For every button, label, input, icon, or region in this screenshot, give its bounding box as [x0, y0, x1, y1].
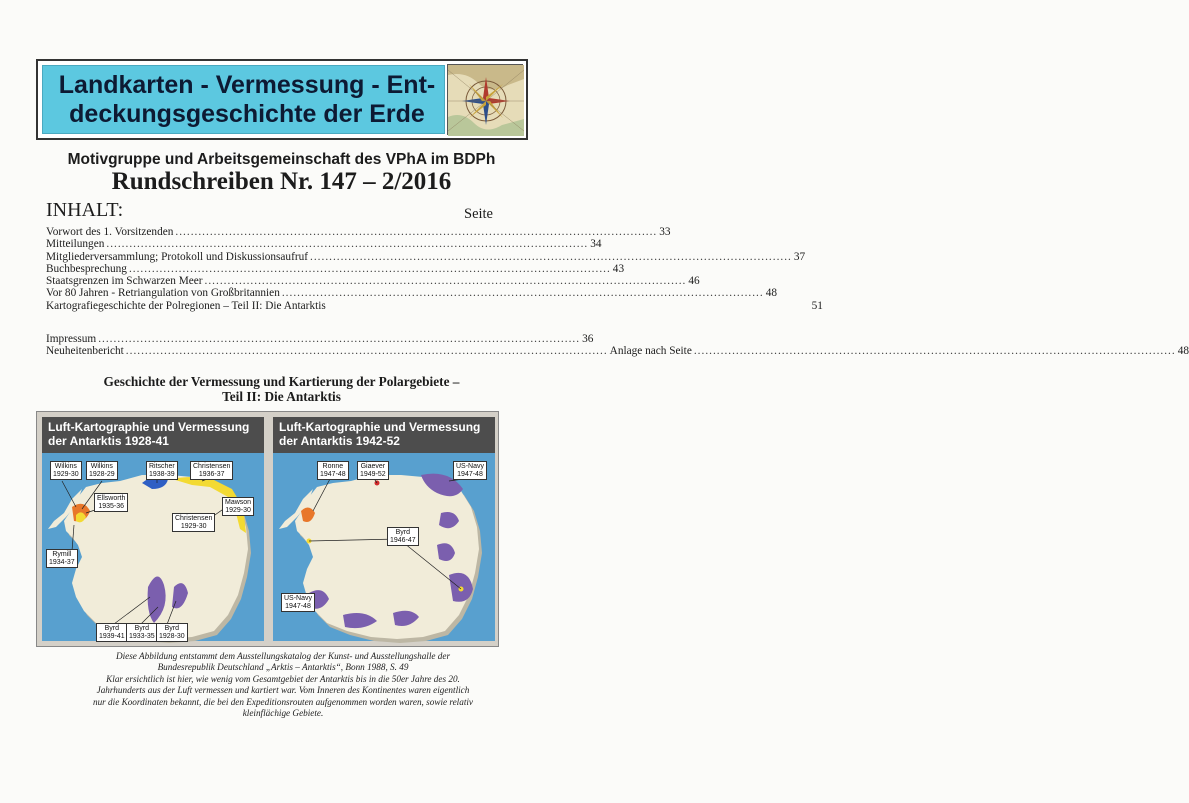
expedition-label	[156, 623, 188, 642]
contents-heading: INHALT:	[46, 199, 124, 221]
contents-page-heading: Seite	[464, 206, 493, 222]
toc-leader-dots	[328, 300, 810, 312]
expedition-name: Christensen	[193, 463, 231, 470]
expedition-label	[50, 461, 82, 480]
expedition-years: 1947-48	[285, 602, 311, 610]
toc-leader-dots: ..............................................................................................................................	[106, 238, 589, 251]
expedition-years: 1928-30	[159, 632, 185, 640]
caption-line: Klar ersichtlich ist hier, wie wenig vom Gesamtgebiet der Antarktis bis in die 50er Jahre des 20.	[106, 673, 460, 684]
expedition-label	[317, 461, 349, 480]
expedition-name: Wilkins	[90, 463, 113, 470]
header-title-line2: deckungsgeschichte der Erde	[69, 100, 425, 128]
expedition-name: Rymill	[52, 551, 72, 558]
table-of-contents-appendix	[46, 333, 1189, 358]
toc-entry-page: 33	[659, 226, 671, 238]
expedition-label	[96, 623, 128, 642]
header-title-line1: Landkarten - Vermessung - Ent-	[58, 71, 436, 99]
expedition-label	[387, 527, 419, 546]
expedition-name: Byrd	[164, 625, 180, 632]
caption-line: Jahrhunderts aus der Luft vermessen und kartiert war. Vom Inneren des Kontinentes waren eigentlich	[96, 685, 470, 696]
toc-entry	[46, 226, 671, 238]
expedition-label	[190, 461, 233, 480]
figure-caption	[60, 651, 506, 719]
toc-entry-title: Vorwort des 1. Vorsitzenden	[46, 226, 174, 238]
subtitle: Motivgruppe und Arbeitsgemeinschaft des VPhA im BDPh	[67, 151, 496, 168]
expedition-years: 1929-30	[53, 470, 79, 478]
toc-leader-dots: ..............................................................................................................................	[125, 345, 608, 358]
caption-line: Bundesrepublik Deutschland „Arktis – Antarktis“, Bonn 1988, S. 49	[157, 662, 409, 673]
expedition-name: Byrd	[134, 625, 150, 632]
antarctica-maps-figure	[36, 411, 499, 647]
map-1942-52-title	[279, 420, 491, 448]
article-title	[0, 374, 563, 404]
map-title-line2: der Antarktis 1928-41	[48, 434, 169, 448]
expedition-label	[146, 461, 178, 480]
toc-entry-page: 51	[811, 299, 823, 312]
toc-entry	[46, 250, 806, 263]
caption-line: Diese Abbildung entstammt dem Ausstellungskatalog der Kunst- und Ausstellungshalle der	[115, 651, 451, 661]
expedition-name: US-Navy	[456, 463, 485, 470]
expedition-name: US-Navy	[284, 595, 313, 602]
expedition-years: 1936-37	[198, 470, 225, 478]
expedition-years: 1928-29	[89, 470, 115, 478]
expedition-years: 1929-30	[180, 522, 207, 530]
expedition-years: 1933-35	[129, 632, 155, 640]
toc-entry-title: Impressum	[46, 333, 97, 345]
toc-entry	[46, 287, 777, 300]
toc-entry	[46, 238, 602, 251]
expedition-label	[172, 513, 215, 532]
toc-entry	[46, 333, 594, 345]
toc-entry-page: 36	[582, 333, 594, 345]
header-title-box	[42, 65, 445, 134]
map-1942-52	[273, 417, 495, 641]
toc-entry	[46, 299, 823, 312]
toc-leader-dots: ..............................................................................................................................	[310, 250, 792, 263]
toc-entry-title: Kartografiegeschichte der Polregionen – Teil II: Die Antarktis	[46, 299, 326, 312]
header-title	[51, 71, 443, 129]
expedition-years: 1935-36	[98, 502, 125, 510]
expedition-label	[357, 461, 389, 480]
expedition-name: Wilkins	[54, 463, 77, 470]
expedition-label	[222, 497, 254, 516]
expedition-name: Mawson	[225, 499, 252, 506]
toc-leader-dots: ..............................................................................................................................	[204, 275, 687, 288]
toc-entry-page: 34	[590, 238, 602, 251]
toc-entry-note: Anlage nach Seite	[609, 345, 692, 358]
toc-leader-dots: ..............................................................................................................................	[98, 333, 581, 345]
expedition-years: 1947-48	[320, 470, 346, 478]
map-title-line2: der Antarktis 1942-52	[279, 434, 400, 448]
article-title-line2: Teil II: Die Antarktis	[222, 389, 341, 404]
toc-entry-page: 48	[765, 287, 777, 300]
expedition-label	[86, 461, 118, 480]
expedition-name: Giaever	[360, 463, 386, 470]
issue-title: Rundschreiben Nr. 147 – 2/2016	[111, 168, 452, 195]
expedition-name: Ellsworth	[97, 495, 126, 502]
expedition-years: 1946-47	[390, 536, 416, 544]
expedition-label	[126, 623, 158, 642]
toc-entry-page: 48	[1177, 345, 1189, 358]
expedition-label	[281, 593, 315, 612]
expedition-label	[453, 461, 487, 480]
toc-entry-title: Buchbesprechung	[46, 262, 127, 275]
expedition-name: Christensen	[175, 515, 213, 522]
expedition-years: 1947-48	[457, 470, 483, 478]
article-title-line1: Geschichte der Vermessung und Kartierung der Polargebiete –	[103, 374, 460, 389]
header-banner	[36, 59, 528, 140]
toc-entry	[46, 345, 1189, 358]
toc-entry-page: 43	[612, 262, 625, 275]
map-1928-41-header	[42, 417, 264, 453]
toc-entry	[46, 275, 700, 288]
toc-entry-page: 37	[793, 250, 806, 263]
toc-leader-dots: ..............................................................................................................................	[693, 345, 1176, 358]
compass-rose-map-icon	[447, 64, 523, 135]
expedition-label	[94, 493, 128, 512]
toc-entry-title: Mitteilungen	[46, 238, 105, 251]
map-1942-52-header	[273, 417, 495, 453]
map-1928-41	[42, 417, 264, 641]
toc-entry-title: Staatsgrenzen im Schwarzen Meer	[46, 275, 203, 288]
expedition-years: 1929-30	[225, 506, 251, 514]
toc-entry	[46, 262, 625, 275]
expedition-years: 1938-39	[149, 470, 175, 478]
toc-leader-dots: ..............................................................................................................................	[175, 226, 658, 238]
map-1928-41-title	[48, 420, 260, 448]
toc-entry-title: Mitgliederversammlung; Protokoll und Diskussionsaufruf	[46, 250, 309, 263]
table-of-contents	[46, 226, 823, 312]
expedition-label	[46, 549, 78, 568]
expedition-name: Byrd	[395, 529, 411, 536]
map-title-line1: Luft-Kartographie und Vermessung	[279, 420, 481, 434]
expedition-years: 1939-41	[99, 632, 125, 640]
expedition-name: Ronne	[322, 463, 344, 470]
caption-line: nur die Koordinaten bekannt, die bei den Expeditionsrouten aufgenommen worden waren, sowie relativ	[92, 696, 474, 707]
toc-entry-title: Vor 80 Jahren - Retriangulation von Großbritannien	[46, 287, 280, 300]
expedition-years: 1949-52	[360, 470, 386, 478]
toc-entry-title: Neuheitenbericht	[46, 345, 124, 358]
expedition-years: 1934-37	[49, 558, 75, 566]
expedition-name: Byrd	[104, 625, 120, 632]
expedition-name: Ritscher	[149, 463, 175, 470]
caption-line: kleinflächige Gebiete.	[242, 708, 324, 719]
toc-leader-dots: ..............................................................................................................................	[128, 262, 611, 275]
map-title-line1: Luft-Kartographie und Vermessung	[48, 420, 250, 434]
toc-leader-dots: ..............................................................................................................................	[281, 287, 764, 300]
toc-entry-page: 46	[688, 275, 700, 288]
